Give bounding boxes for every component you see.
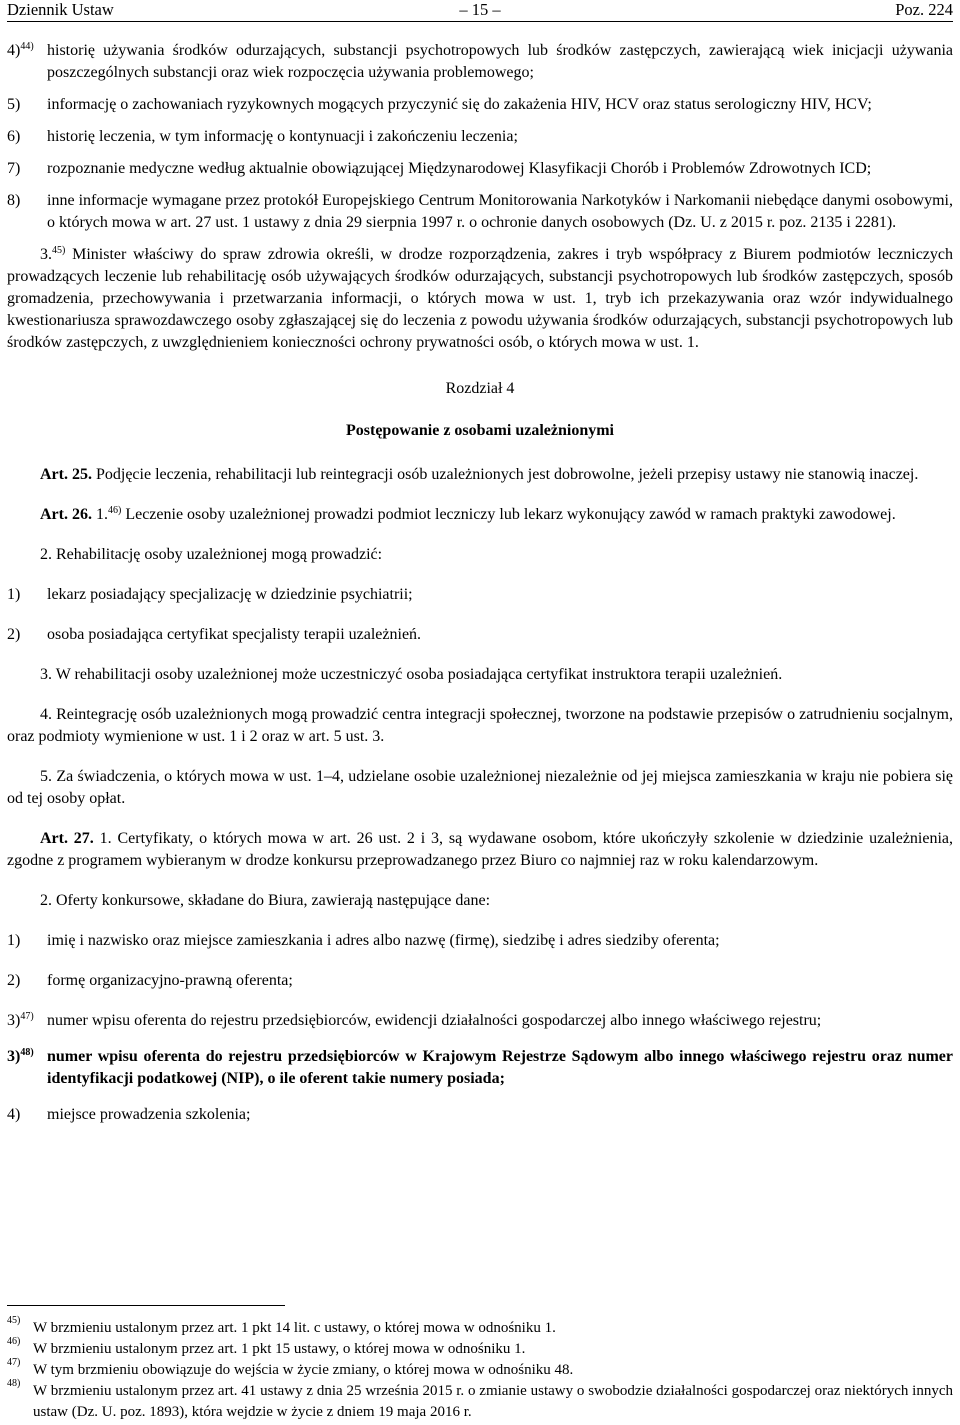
list-item: 6) historię leczenia, w tym informację o kontynuacji i zakończeniu leczenia; xyxy=(7,128,518,145)
list-item: 7) rozpoznanie medyczne według aktualnie obowiązującej Międzynarodowej Klasyfikacji Chorób i Problemów Zdrowotnych ICD; xyxy=(7,160,872,177)
page-header xyxy=(7,0,953,22)
list-item: 2) formę organizacyjno-prawną oferenta; xyxy=(7,972,293,989)
article-label: Art. 26. xyxy=(40,506,92,523)
footnotes xyxy=(7,1315,953,1423)
footnote-ref: 48) xyxy=(20,1047,34,1058)
footnote-ref: 47) xyxy=(20,1011,34,1022)
article-26-ust-2: 2. Rehabilitację osoby uzależnionej mogą prowadzić: xyxy=(40,546,383,563)
footnote: 47) W tym brzmieniu obowiązuje do wejścia w życie zmiany, o której mowa w odnośniku 48. xyxy=(7,1357,574,1378)
list-item: 4)$^{44)}$ historię używania środków odurzających, substancji psychotropowych lub środków zastępczych, zawierającą wiek inicjacji używania poszczególnych substancji oraz wiek rozpoczęcia używania problemowego; xyxy=(7,41,953,81)
list-item: 2) osoba posiadająca certyfikat specjalisty terapii uzależnień. xyxy=(7,626,422,643)
list-item: 3)$^{47)}$ numer wpisu oferenta do rejestru przedsiębiorców, ewidencji działalności gospodarczej albo innego właściwego rejestru; xyxy=(7,1011,822,1029)
list-item: 8) inne informacje wymagane przez protokół Europejskiego Centrum Monitorowania Narkotyków i Narkomanii niebędące danymi osobowymi, o których mowa w art. 27 ust. 1 ustawy z dnia 29 sierpnia 1997 r. o ochronie danych osobowych (Dz. U. z 2015 r. poz. 2135 i 2281). xyxy=(7,192,953,231)
position-number: Poz. 224 xyxy=(895,0,953,19)
article-27-ust-1: Art. 27. 1. Certyfikaty, o których mowa w art. 26 ust. 2 i 3, są wydawane osobom, które ukończyły szkolenie w dziedzinie uzależnienia, zgodne z programem wybieranym w drodze konkursu przeprowadzanego przez Biuro co najmniej raz w roku kalendarzowym. xyxy=(7,830,954,869)
footnote: 46) W brzmieniu ustalonym przez art. 1 pkt 15 ustawy, o której mowa w odnośniku 1. xyxy=(7,1336,526,1357)
article-26-ust-3: 3. W rehabilitacji osoby uzależnionej może uczestniczyć osoba posiadająca certyfikat instruktora terapii uzależnień. xyxy=(40,666,783,683)
paragraph-ust-3: 3.$^{45)}$ Minister właściwy do spraw zdrowia określi, w drodze rozporządzenia, zakres i tryb współpracy z Biurem podmiotów leczniczych prowadzących leczenie lub rehabilitację osób używających środków odurzających, substancji psychotropowych lub środków zastępczych, sposób gromadzenia, przechowywania i przetwarzania informacji, o których mowa w ust. 1, tryb ich przekazywania oraz wzór indywidualnego kwestionariusza sprawozdawczego osoby zgłaszającej się do leczenia z powodu używania środków odurzających, substancji psychotropowych lub środków zastępczych, z uwzględnieniem konieczności ochrony prywatności osób, o których mowa w ust. 1. xyxy=(7,245,954,351)
article-label: Art. 25. xyxy=(40,466,92,483)
footnote: 45) W brzmieniu ustalonym przez art. 1 pkt 14 lit. c ustawy, o której mowa w odnośniku 1. xyxy=(7,1315,556,1336)
article-26-ust-4: 4. Reintegrację osób uzależnionych mogą prowadzić centra integracji społecznej, tworzone na podstawie przepisów o zatrudnieniu socjalnym, oraz podmioty wymienione w ust. 1 i 2 oraz w art. 5 ust. 3. xyxy=(7,706,953,745)
footnote-ref: 45) xyxy=(52,245,66,256)
chapter-title: Postępowanie z osobami uzależnionymi xyxy=(346,422,614,439)
article-label: Art. 27. xyxy=(40,830,94,847)
document-body xyxy=(7,40,953,1126)
article-27-ust-2: 2. Oferty konkursowe, składane do Biura, zawierają następujące dane: xyxy=(40,892,491,909)
footnote-rule xyxy=(7,1305,285,1306)
footnote-ref: 44) xyxy=(20,41,34,52)
footnote: 48) W brzmieniu ustalonym przez art. 41 ustawy z dnia 25 września 2015 r. o zmianie ustawy o swobodzie działalności gospodarczej oraz niektórych innych ustaw (Dz. U. poz. 1893), która wejdzie w życie z dniem 19 maja 2016 r. xyxy=(7,1378,953,1420)
article-26-ust-5: 5. Za świadczenia, o których mowa w ust. 1–4, udzielane osobie uzależnionej niezależnie od jej miejsca zamieszkania w kraju nie pobiera się od tej osoby opłat. xyxy=(7,768,953,807)
article-25: Art. 25. Podjęcie leczenia, rehabilitacji lub reintegracji osób uzależnionych jest dobrowolne, jeżeli przepisy ustawy nie stanowią inaczej. xyxy=(40,466,919,483)
page-number: – 15 – xyxy=(459,0,501,19)
article-26-ust-1: Art. 26. 1.$^{46)}$ Leczenie osoby uzależnionej prowadzi podmiot leczniczy lub lekarz wykonujący zawód w ramach praktyki zawodowej. xyxy=(40,505,896,523)
header-rule xyxy=(7,21,953,22)
journal-title: Dziennik Ustaw xyxy=(7,0,114,19)
chapter-number: Rozdział 4 xyxy=(445,380,515,397)
list-item: 4) miejsce prowadzenia szkolenia; xyxy=(7,1106,251,1123)
list-item: 1) imię i nazwisko oraz miejsce zamieszkania i adres albo nazwę (firmę), siedzibę i adres siedziby oferenta; xyxy=(7,932,720,949)
list-item: 1) lekarz posiadający specjalizację w dziedzinie psychiatrii; xyxy=(7,586,413,603)
footnote-ref: 46) xyxy=(107,505,122,516)
list-item: 3)$^{48)}$ numer wpisu oferenta do rejestru przedsiębiorców w Krajowym Rejestrze Sądowym albo innego właściwego rejestru oraz numer identyfikacji podatkowej (NIP), o ile oferent takie numery posiada; xyxy=(7,1047,953,1087)
list-item: 5) informację o zachowaniach ryzykownych mogących przyczynić się do zakażenia HIV, HCV oraz status serologiczny HIV, HCV; xyxy=(7,96,872,113)
